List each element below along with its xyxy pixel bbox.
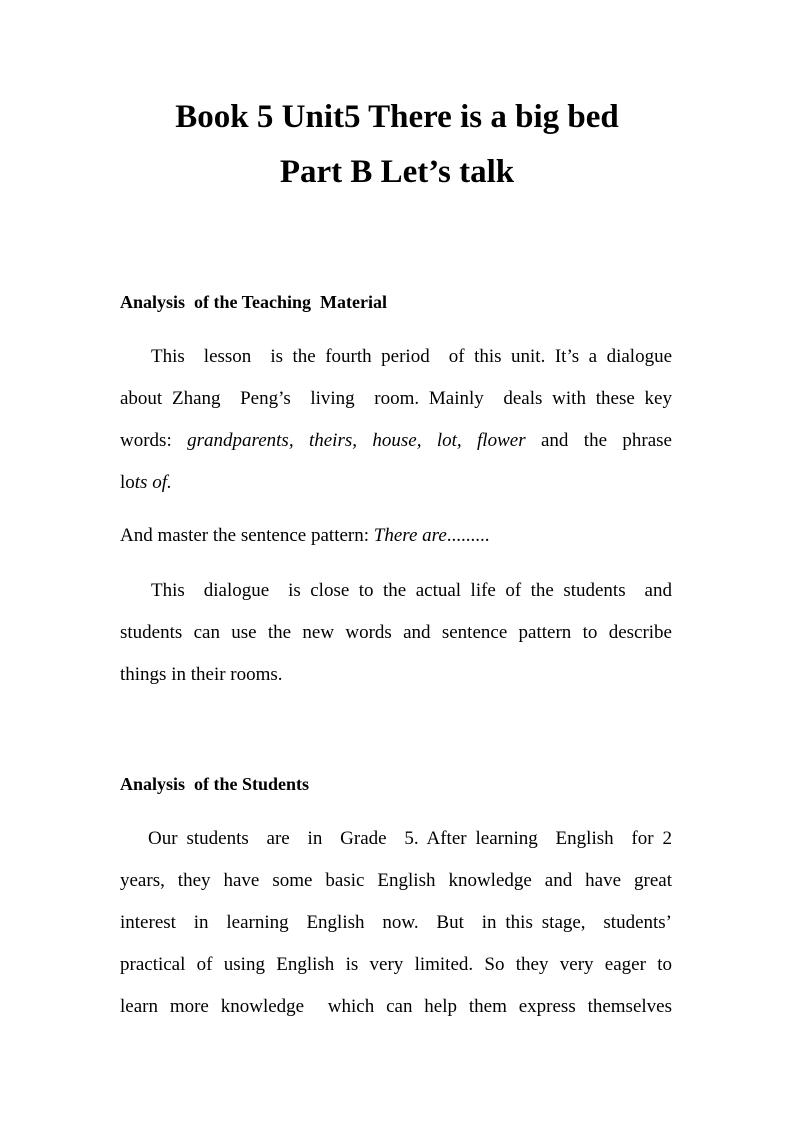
paragraph-line-key-words	[120, 420, 672, 462]
paragraph-students-analysis	[120, 818, 672, 1028]
key-words-italic: grandparents, theirs, house, lot, flower	[187, 430, 526, 451]
paragraph-sentence-pattern	[120, 515, 672, 557]
text-run: words:	[120, 430, 188, 451]
text-run: lo	[120, 472, 135, 493]
paragraph-line: This lesson is the fourth period of this unit. It’s a dialogue	[151, 346, 672, 367]
paragraph-line: Our students are in Grade 5. After learning English for 2	[148, 828, 672, 849]
phrase-italic: ts of.	[134, 472, 172, 493]
paragraph-line	[120, 515, 672, 557]
paragraph-line: about Zhang Peng’s living room. Mainly deals with these key	[120, 388, 672, 409]
paragraph-line: students can use the new words and sentence pattern to describe	[120, 622, 672, 643]
paragraph-dialogue-relevance	[120, 570, 672, 696]
document-title-line-1: Book 5 Unit5 There is a big bed	[175, 99, 619, 135]
sentence-pattern-italic: There are	[373, 525, 447, 546]
paragraph-line: practical of using English is very limited. So they very eager to	[120, 954, 672, 975]
text-run: and the phrase	[525, 430, 672, 451]
text-run: .........	[446, 525, 490, 546]
document-title-line-2: Part B Let’s talk	[279, 154, 515, 190]
paragraph-line-phrase	[120, 462, 672, 504]
paragraph-line: interest in learning English now. But in this stage, students’	[120, 912, 672, 933]
paragraph-line: years, they have some basic English knowledge and have great	[120, 870, 672, 891]
section-heading-teaching-material: Analysis of the Teaching Material	[120, 292, 388, 312]
paragraph-line: This dialogue is close to the actual life of the students and	[151, 580, 672, 601]
text-run: And master the sentence pattern:	[120, 525, 374, 546]
paragraph-line: learn more knowledge which can help them express themselves	[120, 996, 672, 1017]
section-heading-students: Analysis of the Students	[120, 774, 310, 794]
paragraph-lesson-overview	[120, 336, 672, 504]
paragraph-line: things in their rooms.	[120, 664, 283, 685]
